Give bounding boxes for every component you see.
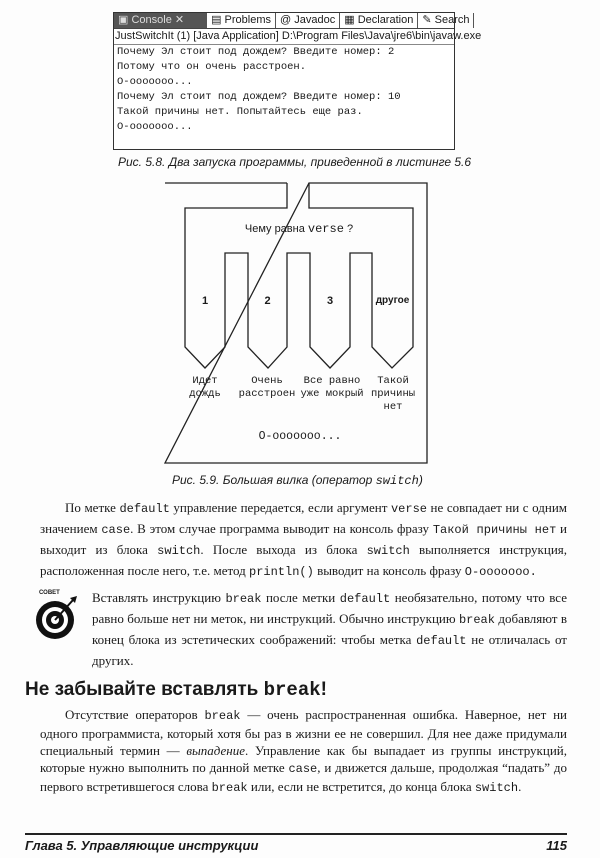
caption-text: ) <box>418 473 423 487</box>
tab-label: Search <box>434 14 470 26</box>
tip-badge <box>35 590 80 640</box>
text-span: и выходит из блока <box>40 521 568 557</box>
tab-javadoc: @ Javadoc <box>276 13 340 28</box>
console-line: О-ооооооо... <box>117 121 193 133</box>
tip-text <box>92 588 567 670</box>
page-number: 115 <box>546 838 567 853</box>
text-span: добавляют в конец блока из эстетических соображений: чтобы метка <box>92 611 567 647</box>
prong-label-other: другое <box>375 295 410 306</box>
prong-label-2: 2 <box>264 295 271 307</box>
text-span: выпадение <box>186 743 246 758</box>
text-span: — очень распространенная ошибка. Наверное, нет ни одного программиста, который хотя бы раз в жизни ее не совершил. Для нее даже придумали специальный термин — <box>40 707 567 758</box>
text-span: . <box>518 779 522 794</box>
text-span: case <box>288 762 318 776</box>
tip-badge-label: СОВЕТ <box>39 590 60 596</box>
text-span: необязательно, потому что все равно больше нет ни меток, ни инструкций. Обычно инструкцию <box>92 590 568 626</box>
tab-declaration: ▦ Declaration <box>340 13 418 28</box>
text-span: break <box>225 592 262 606</box>
question-mark: ? <box>346 223 354 235</box>
diagram-question <box>185 222 413 236</box>
tab-console: ▣ Console ✕ <box>114 13 207 28</box>
text-span: println() <box>249 565 314 579</box>
text-span: break <box>263 679 321 701</box>
text-span: switch <box>157 544 201 558</box>
footer-chapter: Глава 5. Управляющие инструкции <box>25 838 259 853</box>
text-span: Вставлять инструкцию <box>92 590 226 605</box>
outcome-other: Такой причины нет <box>370 375 416 413</box>
text-span: О-ооооооо. <box>464 565 537 579</box>
text-span: . Управление как бы выпадает из группы инструкций, которые нужно выполнить по данной метке <box>40 743 567 775</box>
text-span: verse <box>390 502 427 516</box>
tab-label: Declaration <box>357 14 414 26</box>
paragraph-default <box>40 498 567 582</box>
text-span: default <box>339 592 391 606</box>
outcome-3: Все равно уже мокрый <box>300 375 364 400</box>
tip-block <box>25 588 567 670</box>
tab-problems: ▤ Problems <box>207 13 276 28</box>
figure-5-9-caption <box>172 473 423 488</box>
caption-text: Рис. 5.9. Большая вилка (оператор <box>172 473 376 487</box>
text-span: switch <box>474 781 519 795</box>
text-span: выполняется инструкция, расположенная после него, т.е. метод <box>40 542 568 578</box>
text-span: default <box>416 634 467 648</box>
caption-code: switch <box>375 474 419 488</box>
run-config-line: JustSwitchIt (1) [Java Application] D:\Program Files\Java\jre6\bin\javaw.exe <box>114 29 454 45</box>
text-span: Такой причины нет <box>432 523 557 537</box>
text-span: break <box>204 709 241 723</box>
text-span: Отсутствие операторов <box>65 707 205 722</box>
outcome-2: Очень расстроен <box>238 375 296 400</box>
figure-5-8-caption: Рис. 5.8. Два запуска программы, приведенной в листинге 5.6 <box>118 155 472 169</box>
diagram-footer-output: О-ооооооо... <box>258 430 342 443</box>
prong-label-3: 3 <box>326 295 334 307</box>
fork-shape <box>185 183 413 368</box>
question-text: Чему равна <box>244 223 305 235</box>
text-span: или, если не встретится, до конца блока <box>247 779 475 794</box>
console-line: Почему Эл стоит под дождем? Введите номер: 2 <box>117 46 395 58</box>
tab-label: Javadoc <box>294 14 336 26</box>
tab-label: Problems <box>224 14 272 26</box>
text-span: управление передается, если аргумент <box>169 500 391 515</box>
text-span: ! <box>320 679 327 700</box>
text-span: default <box>119 502 170 516</box>
text-span: break <box>211 781 248 795</box>
console-line: Потому что он очень расстроен. <box>117 61 307 73</box>
text-span: case <box>101 523 131 537</box>
text-span: , и движется дальше, продолжая “падать” до первого встретившегося слова <box>40 760 567 794</box>
text-span: switch <box>366 544 410 558</box>
paragraph-fallthrough <box>40 706 567 797</box>
page-footer <box>25 833 567 854</box>
text-span: Не забывайте вставлять <box>25 679 264 700</box>
target-icon <box>35 596 80 640</box>
console-line: Почему Эл стоит под дождем? Введите номер: 10 <box>117 91 401 103</box>
prong-label-1: 1 <box>201 295 209 307</box>
outcome-1: Идет дождь <box>189 375 221 400</box>
section-heading <box>25 678 567 702</box>
text-span: не отличалась от других. <box>92 632 567 668</box>
text-span: . После выхода из блока <box>200 542 367 557</box>
console-line: О-ооооооо... <box>117 76 193 88</box>
text-span: после метки <box>261 590 340 605</box>
text-span: По метке <box>65 500 120 515</box>
question-variable: verse <box>307 222 344 236</box>
text-span: выводит на консоль фразу <box>313 563 465 578</box>
text-flow <box>25 498 567 854</box>
console-line: Такой причины нет. Попытайтесь еще раз. <box>117 106 363 118</box>
text-span: break <box>458 613 495 627</box>
text-span: не совпадает ни с одним значением <box>40 500 568 536</box>
tab-search: ✎ Search <box>418 13 474 28</box>
tab-label: Console <box>131 14 172 26</box>
text-span: . В этом случае программа выводит на консоль фразу <box>130 521 433 536</box>
